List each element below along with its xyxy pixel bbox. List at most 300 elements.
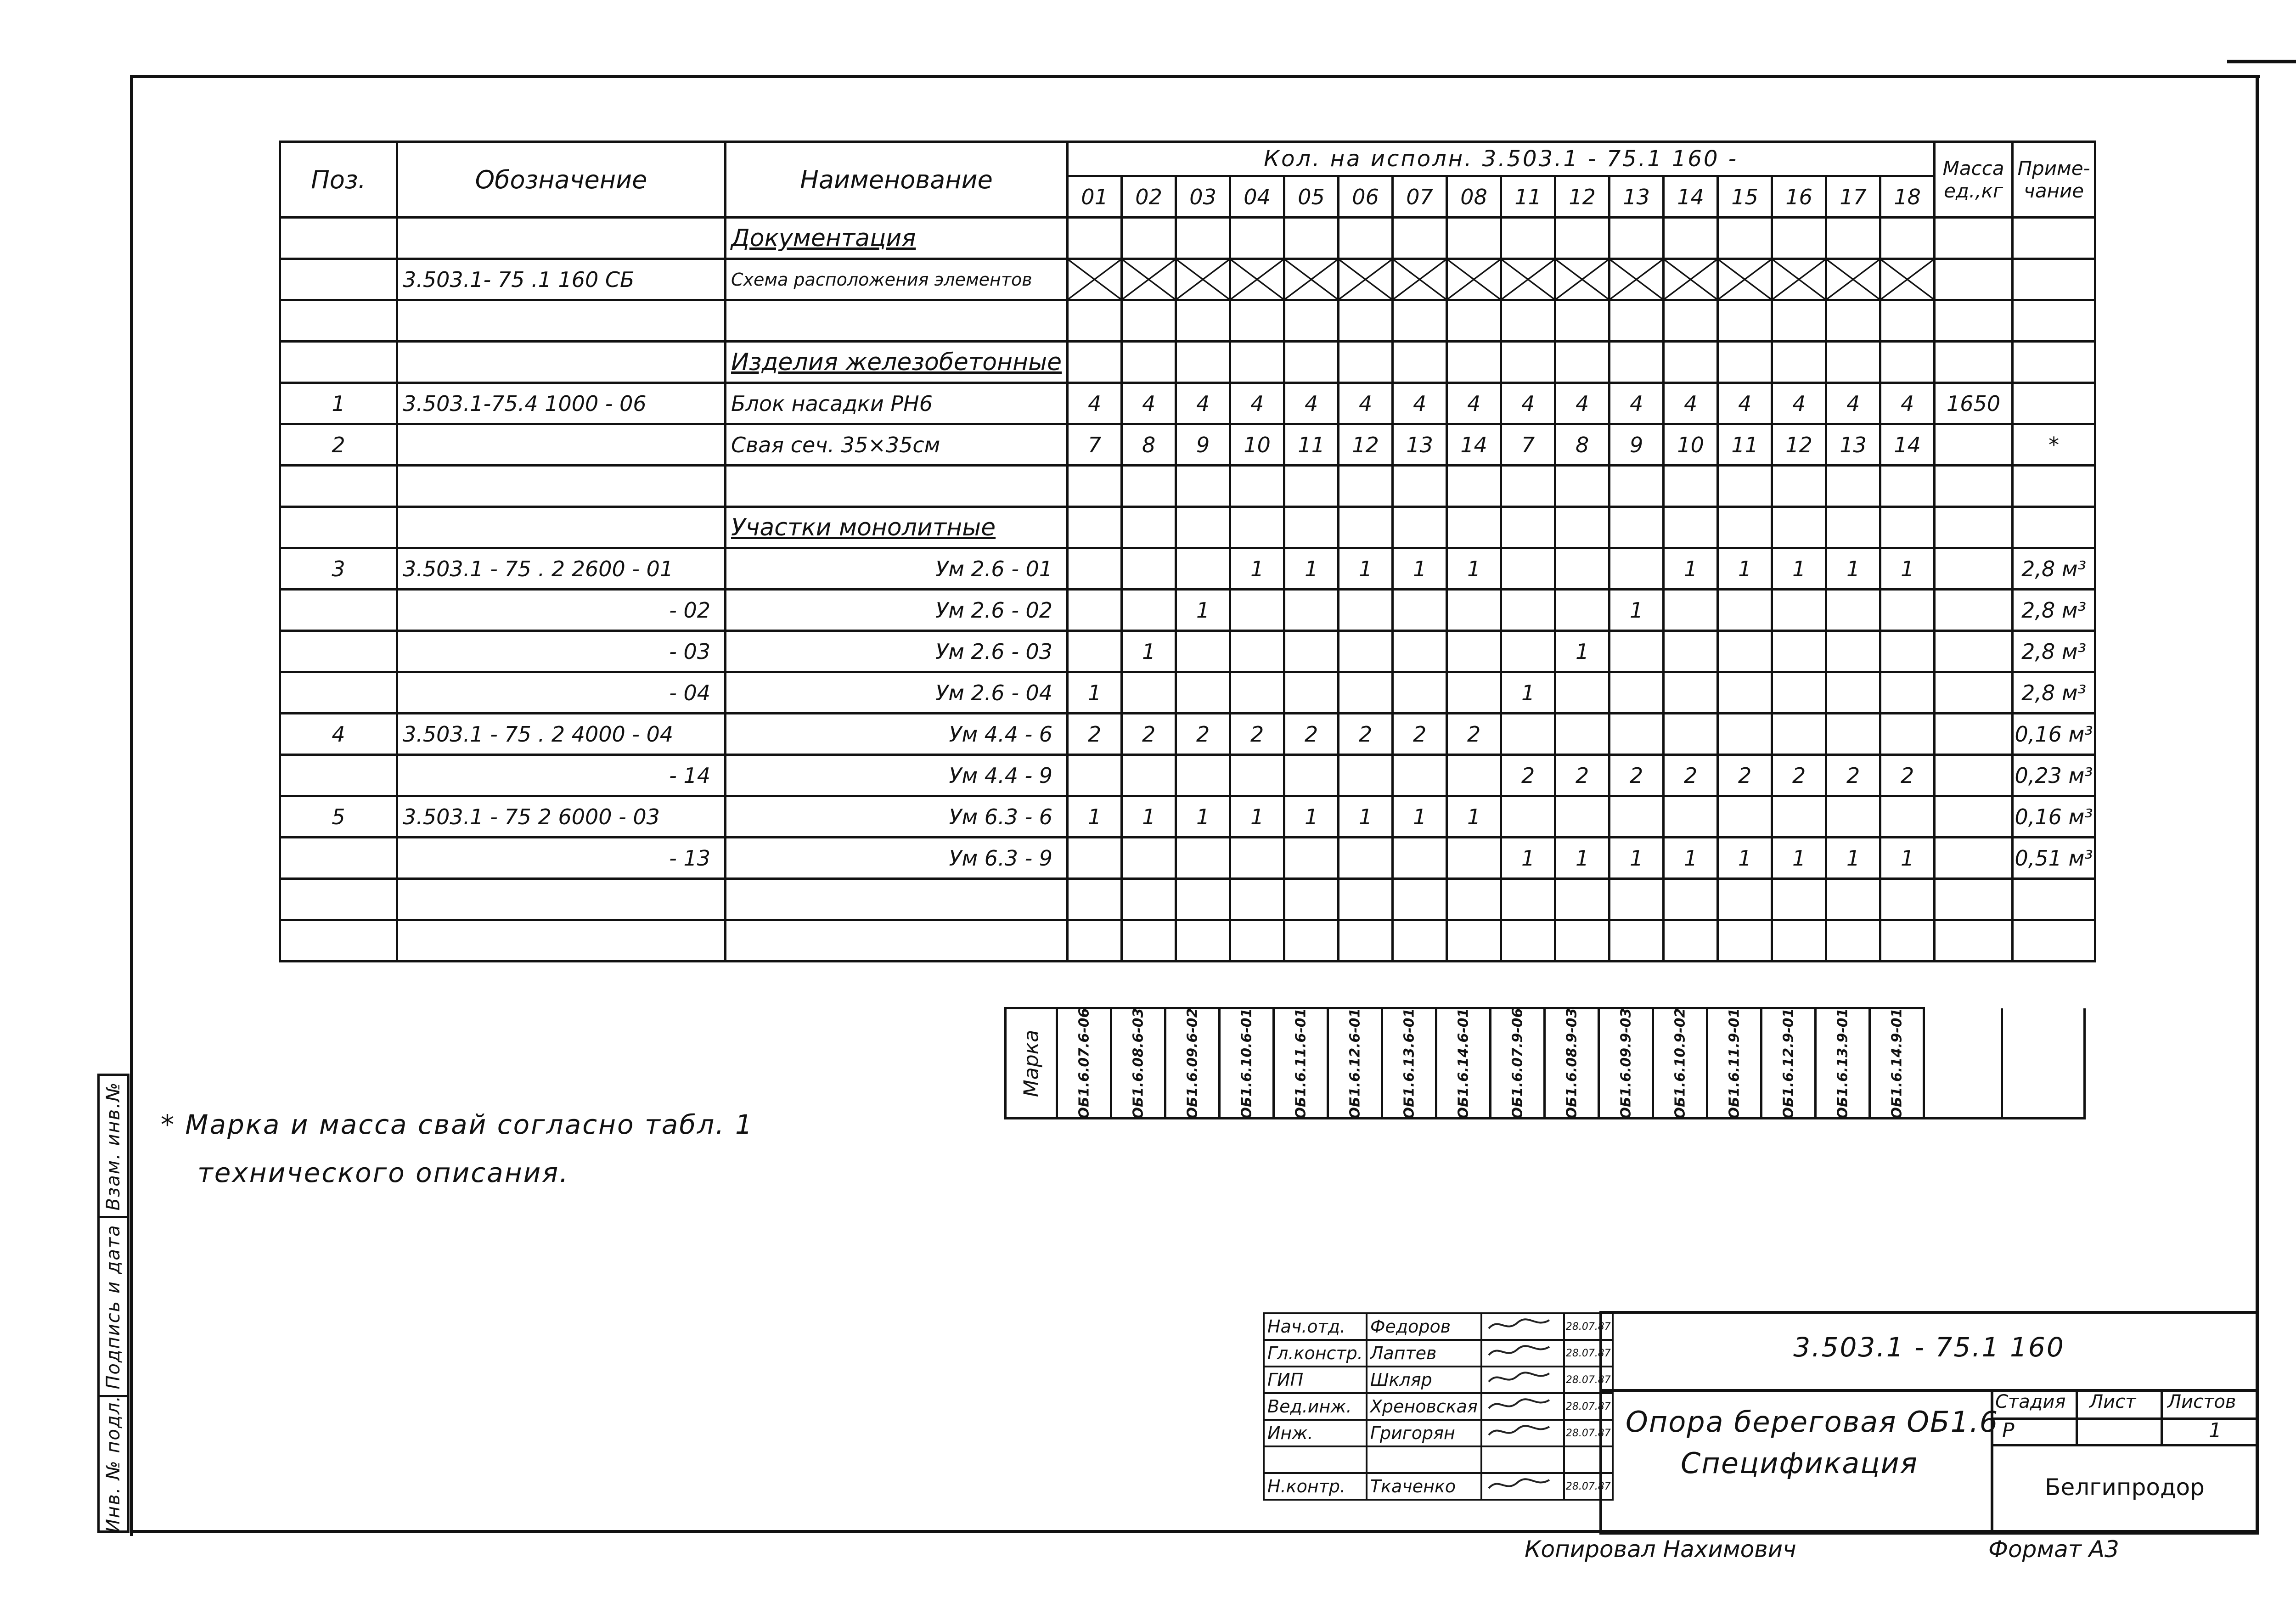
cell-note: 0,51 м³	[2013, 838, 2095, 879]
cell-quantity: 2	[1230, 714, 1284, 755]
cell-quantity	[1826, 466, 1880, 507]
cell-designation	[397, 342, 726, 383]
cell-quantity	[1772, 466, 1826, 507]
marka-value: ОБ1.6.11.9-01	[1726, 1007, 1742, 1119]
cell-note	[2013, 218, 2095, 259]
cell-quantity	[1068, 755, 1122, 796]
cell-mass: 1650	[1935, 383, 2013, 424]
cell-quantity	[1068, 466, 1122, 507]
cell-mass	[1935, 590, 2013, 631]
cell-quantity: 1	[1826, 838, 1880, 879]
cell-quantity: 4	[1339, 383, 1393, 424]
footnote-line-2: технического описания.	[197, 1157, 569, 1188]
cell-quantity	[1339, 838, 1393, 879]
cell-pos: 5	[280, 796, 397, 838]
signature-mark	[1481, 1473, 1564, 1500]
signature-name: Федоров	[1367, 1313, 1481, 1340]
cell-quantity: 4	[1718, 383, 1772, 424]
table-row	[280, 590, 2095, 631]
signature-name: Шкляр	[1367, 1367, 1481, 1393]
cell-quantity	[1880, 218, 1935, 259]
handwritten-signature-icon	[1485, 1341, 1554, 1361]
marka-value: ОБ1.6.08.9-03	[1564, 1007, 1580, 1119]
cell-quantity	[1068, 879, 1122, 920]
cell-quantity	[1284, 755, 1339, 796]
cell-quantity: 7	[1068, 424, 1122, 466]
cell-quantity	[1393, 838, 1447, 879]
cell-name	[726, 920, 1068, 962]
cell-quantity	[1393, 879, 1447, 920]
cell-quantity	[1664, 920, 1718, 962]
cell-quantity	[1501, 590, 1555, 631]
cell-quantity: 10	[1230, 424, 1284, 466]
cell-quantity	[1122, 218, 1176, 259]
cell-pos: 1	[280, 383, 397, 424]
cell-quantity	[1609, 796, 1664, 838]
cell-quantity	[1555, 466, 1609, 507]
cell-quantity	[1718, 590, 1772, 631]
cell-quantity	[1284, 507, 1339, 548]
header-variant: 17	[1826, 176, 1880, 218]
cell-quantity	[1068, 300, 1122, 342]
cell-quantity: 2	[1122, 714, 1176, 755]
cell-quantity	[1176, 259, 1230, 300]
cell-quantity	[1501, 507, 1555, 548]
cell-quantity	[1880, 466, 1935, 507]
signature-mark	[1481, 1367, 1564, 1393]
cell-quantity: 2	[1339, 714, 1393, 755]
marka-cell	[1545, 1008, 1599, 1119]
header-variant: 02	[1122, 176, 1176, 218]
binding-strip	[97, 1074, 129, 1533]
cell-quantity	[1664, 631, 1718, 672]
cell-quantity	[1230, 300, 1284, 342]
cell-quantity	[1393, 300, 1447, 342]
cell-note	[2013, 342, 2095, 383]
cross-mark-icon	[1231, 260, 1283, 299]
header-designation: Обозначение	[397, 142, 726, 218]
cell-quantity: 4	[1393, 383, 1447, 424]
signature-date: 28.07.87	[1564, 1473, 1613, 1500]
cell-designation	[397, 424, 726, 466]
cell-quantity	[1880, 714, 1935, 755]
cell-quantity	[1609, 466, 1664, 507]
cell-quantity	[1284, 218, 1339, 259]
sheets-header: Листов	[2167, 1391, 2236, 1412]
cell-quantity	[1339, 755, 1393, 796]
cell-quantity	[1501, 631, 1555, 672]
cell-quantity	[1447, 672, 1501, 714]
cell-quantity: 1	[1284, 796, 1339, 838]
signature-role: Вед.инж.	[1264, 1393, 1367, 1420]
cell-quantity	[1339, 342, 1393, 383]
specification-table	[279, 141, 2096, 962]
cell-quantity	[1772, 879, 1826, 920]
cell-quantity	[1068, 548, 1122, 590]
header-note: Приме- чание	[2013, 142, 2095, 218]
header-variant: 18	[1880, 176, 1935, 218]
cell-quantity	[1555, 218, 1609, 259]
cell-quantity	[1880, 507, 1935, 548]
cell-quantity	[1447, 300, 1501, 342]
cell-name	[726, 879, 1068, 920]
cell-quantity	[1176, 838, 1230, 879]
paper-format: Формат А3	[1988, 1536, 2119, 1563]
cell-quantity	[1555, 714, 1609, 755]
cell-quantity	[1447, 631, 1501, 672]
cell-quantity: 10	[1664, 424, 1718, 466]
marka-row	[1006, 1008, 2085, 1119]
cell-name: Ум 4.4 - 9	[726, 755, 1068, 796]
cell-quantity	[1284, 259, 1339, 300]
cell-name: Ум 6.3 - 9	[726, 838, 1068, 879]
cell-quantity: 1	[1555, 838, 1609, 879]
cell-mass	[1935, 548, 2013, 590]
cell-quantity	[1122, 466, 1176, 507]
cell-name: Ум 4.4 - 6	[726, 714, 1068, 755]
stage-header: Стадия	[1995, 1391, 2066, 1412]
signature-row	[1264, 1446, 1613, 1473]
cell-quantity	[1447, 259, 1501, 300]
cell-quantity	[1068, 590, 1122, 631]
cell-quantity	[1772, 342, 1826, 383]
cell-quantity: 2	[1501, 755, 1555, 796]
table-row	[280, 920, 2095, 962]
marka-value: ОБ1.6.12.6-01	[1347, 1007, 1363, 1119]
cell-quantity	[1068, 507, 1122, 548]
cell-quantity	[1284, 672, 1339, 714]
cell-quantity	[1176, 466, 1230, 507]
cell-note: 2,8 м³	[2013, 590, 2095, 631]
marka-label-cell	[1006, 1008, 1057, 1119]
cell-quantity	[1284, 920, 1339, 962]
cell-note	[2013, 259, 2095, 300]
cell-quantity	[1501, 259, 1555, 300]
header-row-1	[280, 142, 2095, 176]
cell-designation	[397, 466, 726, 507]
cell-note: 0,16 м³	[2013, 714, 2095, 755]
cell-quantity	[1718, 796, 1772, 838]
cell-quantity	[1609, 507, 1664, 548]
cell-mass	[1935, 838, 2013, 879]
cell-quantity	[1718, 300, 1772, 342]
cell-note	[2013, 920, 2095, 962]
cell-quantity	[1393, 631, 1447, 672]
cell-quantity	[1230, 838, 1284, 879]
cell-quantity	[1609, 631, 1664, 672]
cross-mark-icon	[1448, 260, 1500, 299]
cell-designation: 3.503.1 - 75 . 2 4000 - 04	[397, 714, 726, 755]
document-code: 3.503.1 - 75.1 160	[1793, 1332, 2065, 1363]
cell-quantity	[1664, 796, 1718, 838]
signature-row	[1264, 1393, 1613, 1420]
marka-cell	[1816, 1008, 1870, 1119]
cell-quantity	[1555, 300, 1609, 342]
cell-quantity	[1555, 548, 1609, 590]
cell-note	[2013, 383, 2095, 424]
cell-quantity	[1609, 920, 1664, 962]
cell-quantity: 12	[1339, 424, 1393, 466]
cell-quantity	[1447, 466, 1501, 507]
tb-stage-line-2	[1991, 1444, 2259, 1446]
cell-quantity	[1230, 590, 1284, 631]
cell-quantity	[1555, 507, 1609, 548]
cell-quantity: 1	[1718, 838, 1772, 879]
table-row	[280, 342, 2095, 383]
cell-quantity: 2	[1068, 714, 1122, 755]
cell-quantity	[1555, 672, 1609, 714]
cell-quantity: 13	[1826, 424, 1880, 466]
marka-value: ОБ1.6.12.9-01	[1780, 1007, 1796, 1119]
cell-quantity	[1772, 300, 1826, 342]
cell-name: Ум 2.6 - 04	[726, 672, 1068, 714]
cell-quantity	[1880, 590, 1935, 631]
cell-mass	[1935, 755, 2013, 796]
cell-quantity	[1068, 259, 1122, 300]
cell-quantity	[1068, 920, 1122, 962]
cell-quantity: 1	[1339, 548, 1393, 590]
header-mass: Масса ед.,кг	[1935, 142, 2013, 218]
cell-quantity	[1772, 920, 1826, 962]
marka-cell	[1707, 1008, 1761, 1119]
cross-mark-icon	[1285, 260, 1337, 299]
cell-quantity	[1664, 218, 1718, 259]
document-title-2: Спецификация	[1681, 1446, 1919, 1480]
cell-quantity	[1122, 672, 1176, 714]
signature-name	[1367, 1446, 1481, 1473]
marka-cell	[1761, 1008, 1816, 1119]
cell-mass	[1935, 218, 2013, 259]
cell-note	[2013, 466, 2095, 507]
marka-cell	[1653, 1008, 1707, 1119]
cell-quantity	[1826, 631, 1880, 672]
cell-quantity	[1772, 796, 1826, 838]
cell-quantity: 1	[1880, 838, 1935, 879]
cell-quantity: 4	[1230, 383, 1284, 424]
cross-mark-icon	[1069, 260, 1120, 299]
cell-quantity	[1772, 672, 1826, 714]
table-row	[280, 424, 2095, 466]
cell-mass	[1935, 300, 2013, 342]
cell-quantity: 4	[1555, 383, 1609, 424]
cell-quantity: 4	[1447, 383, 1501, 424]
cell-quantity	[1718, 631, 1772, 672]
cell-quantity	[1501, 548, 1555, 590]
tb-stage-sep-1	[2076, 1389, 2078, 1446]
cell-quantity	[1555, 342, 1609, 383]
marka-label: Марка	[1019, 1029, 1043, 1097]
cell-quantity: 1	[1609, 590, 1664, 631]
marka-cell	[1111, 1008, 1165, 1119]
cell-quantity	[1718, 879, 1772, 920]
signature-name: Хреновская	[1367, 1393, 1481, 1420]
cell-quantity: 1	[1176, 796, 1230, 838]
marka-note-empty	[2002, 1008, 2085, 1119]
cell-quantity	[1772, 714, 1826, 755]
cell-mass	[1935, 424, 2013, 466]
cell-quantity: 2	[1393, 714, 1447, 755]
cell-quantity	[1555, 796, 1609, 838]
cell-quantity	[1393, 342, 1447, 383]
cell-designation: 3.503.1-75.4 1000 - 06	[397, 383, 726, 424]
header-variant: 13	[1609, 176, 1664, 218]
cell-quantity	[1718, 259, 1772, 300]
cell-pos	[280, 218, 397, 259]
cell-name: Блок насадки РН6	[726, 383, 1068, 424]
cell-quantity	[1826, 342, 1880, 383]
cell-quantity: 8	[1555, 424, 1609, 466]
cell-quantity	[1176, 548, 1230, 590]
sheet-header: Лист	[2089, 1391, 2136, 1412]
cell-quantity	[1501, 218, 1555, 259]
cell-pos	[280, 342, 397, 383]
signature-name: Григорян	[1367, 1420, 1481, 1446]
cell-quantity	[1122, 259, 1176, 300]
cell-quantity	[1230, 342, 1284, 383]
cell-quantity	[1609, 218, 1664, 259]
cell-quantity	[1339, 218, 1393, 259]
cell-quantity	[1664, 300, 1718, 342]
table-row	[280, 466, 2095, 507]
cell-quantity	[1664, 342, 1718, 383]
cell-quantity	[1447, 507, 1501, 548]
marka-cell	[1382, 1008, 1436, 1119]
cell-quantity: 1	[1284, 548, 1339, 590]
marka-cell	[1057, 1008, 1111, 1119]
strip-inv-label: Инв. № подл.	[103, 1395, 124, 1533]
cell-quantity: 2	[1772, 755, 1826, 796]
marka-mass-empty	[1924, 1008, 2002, 1119]
cross-mark-icon	[1665, 260, 1716, 299]
cell-quantity	[1555, 590, 1609, 631]
cell-designation: - 13	[397, 838, 726, 879]
cell-note: 0,16 м³	[2013, 796, 2095, 838]
cell-pos	[280, 466, 397, 507]
signature-date: 28.07.87	[1564, 1367, 1613, 1393]
cell-quantity	[1230, 507, 1284, 548]
cell-quantity: 11	[1718, 424, 1772, 466]
cell-designation: 3.503.1 - 75 . 2 2600 - 01	[397, 548, 726, 590]
cell-quantity	[1122, 300, 1176, 342]
marka-cell	[1328, 1008, 1382, 1119]
cell-designation: - 14	[397, 755, 726, 796]
cell-quantity: 9	[1176, 424, 1230, 466]
cell-quantity: 1	[1772, 548, 1826, 590]
marka-value: ОБ1.6.11.6-01	[1293, 1007, 1309, 1119]
cell-name: Ум 6.3 - 6	[726, 796, 1068, 838]
cell-mass	[1935, 796, 2013, 838]
cell-quantity	[1826, 879, 1880, 920]
signature-mark	[1481, 1446, 1564, 1473]
cell-quantity	[1880, 920, 1935, 962]
cell-mass	[1935, 507, 2013, 548]
cell-name: Изделия железобетонные	[726, 342, 1068, 383]
handwritten-signature-icon	[1485, 1315, 1554, 1335]
cross-mark-icon	[1339, 260, 1391, 299]
cell-quantity	[1176, 755, 1230, 796]
cross-mark-icon	[1773, 260, 1825, 299]
cell-mass	[1935, 714, 2013, 755]
table-row	[280, 383, 2095, 424]
cell-quantity: 11	[1284, 424, 1339, 466]
cell-quantity	[1284, 838, 1339, 879]
cell-quantity	[1447, 920, 1501, 962]
cell-quantity	[1393, 259, 1447, 300]
cell-quantity: 2	[1664, 755, 1718, 796]
cell-quantity	[1447, 590, 1501, 631]
cell-quantity	[1664, 879, 1718, 920]
cell-quantity: 8	[1122, 424, 1176, 466]
cell-quantity: 9	[1609, 424, 1664, 466]
signature-mark	[1481, 1313, 1564, 1340]
cell-note	[2013, 879, 2095, 920]
marka-cell	[1274, 1008, 1328, 1119]
cell-quantity	[1609, 879, 1664, 920]
cell-pos	[280, 590, 397, 631]
cell-mass	[1935, 631, 2013, 672]
cell-note	[2013, 300, 2095, 342]
cell-quantity	[1339, 259, 1393, 300]
marka-cell	[1491, 1008, 1545, 1119]
cell-quantity: 1	[1826, 548, 1880, 590]
cell-quantity	[1284, 300, 1339, 342]
signature-role: Инж.	[1264, 1420, 1367, 1446]
cell-pos	[280, 838, 397, 879]
cell-pos	[280, 879, 397, 920]
cell-quantity: 4	[1664, 383, 1718, 424]
strip-inv-cell	[100, 1395, 127, 1533]
cell-quantity: 1	[1501, 672, 1555, 714]
cell-quantity	[1284, 342, 1339, 383]
header-variant: 15	[1718, 176, 1772, 218]
cell-quantity: 2	[1826, 755, 1880, 796]
cell-quantity	[1718, 672, 1772, 714]
table-row	[280, 507, 2095, 548]
cell-quantity: 1	[1555, 631, 1609, 672]
cell-quantity	[1284, 466, 1339, 507]
cell-quantity	[1826, 714, 1880, 755]
cell-pos	[280, 672, 397, 714]
cell-name: Участки монолитные	[726, 507, 1068, 548]
cell-quantity	[1447, 879, 1501, 920]
cell-quantity	[1555, 920, 1609, 962]
cell-quantity: 1	[1718, 548, 1772, 590]
cell-quantity: 4	[1068, 383, 1122, 424]
cell-mass	[1935, 879, 2013, 920]
cross-mark-icon	[1827, 260, 1879, 299]
cell-quantity	[1176, 218, 1230, 259]
marka-value: ОБ1.6.10.6-01	[1238, 1007, 1255, 1119]
cell-quantity: 4	[1772, 383, 1826, 424]
cell-quantity	[1393, 218, 1447, 259]
marka-cell	[1436, 1008, 1491, 1119]
strip-sign-cell	[100, 1218, 127, 1397]
header-variant: 05	[1284, 176, 1339, 218]
cell-quantity	[1339, 920, 1393, 962]
cell-pos: 2	[280, 424, 397, 466]
cell-quantity	[1718, 920, 1772, 962]
cell-quantity	[1609, 672, 1664, 714]
cell-quantity: 4	[1284, 383, 1339, 424]
cell-quantity	[1176, 342, 1230, 383]
cell-quantity	[1826, 507, 1880, 548]
signature-role: Нач.отд.	[1264, 1313, 1367, 1340]
cell-quantity	[1230, 672, 1284, 714]
cell-quantity	[1826, 590, 1880, 631]
cell-quantity	[1339, 507, 1393, 548]
cell-quantity	[1664, 672, 1718, 714]
cell-quantity	[1393, 590, 1447, 631]
